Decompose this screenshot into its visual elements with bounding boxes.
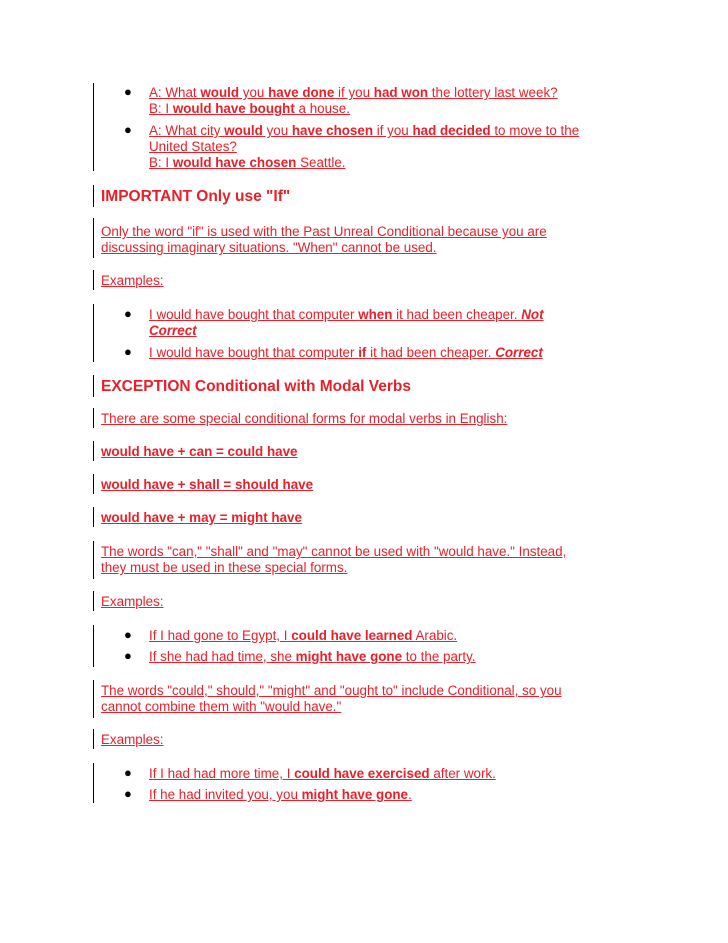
label-text: Examples: bbox=[101, 594, 164, 609]
list-item-answer bbox=[149, 155, 346, 171]
example-line: If she had had time, she might have gone to the party. bbox=[149, 649, 476, 664]
change-bar bbox=[93, 270, 94, 290]
paragraph-line: discussing imaginary situations. "When" cannot be used. bbox=[101, 240, 437, 255]
bullet-icon: ● bbox=[124, 122, 132, 137]
dialog-line: B: I would have bought a house. bbox=[149, 101, 350, 116]
list-item bbox=[149, 628, 457, 644]
paragraph-line: they must be used in these special forms. bbox=[101, 560, 348, 575]
change-bar bbox=[93, 591, 94, 611]
label-text: Examples: bbox=[101, 273, 164, 288]
change-bar bbox=[93, 375, 94, 397]
examples-label bbox=[101, 594, 164, 610]
formula bbox=[101, 477, 313, 493]
bullet-icon: ● bbox=[124, 306, 132, 321]
paragraph bbox=[101, 411, 507, 427]
paragraph-line: Only the word "if" is used with the Past Unreal Conditional because you are bbox=[101, 224, 547, 239]
formula-text: would have + may = might have bbox=[101, 510, 302, 525]
example-line: If I had gone to Egypt, I could have learned Arabic. bbox=[149, 628, 458, 643]
change-bar bbox=[93, 625, 94, 667]
paragraph bbox=[101, 699, 341, 715]
change-bar bbox=[93, 408, 94, 428]
list-item bbox=[149, 766, 496, 782]
dialog-line: B: I would have chosen Seattle. bbox=[149, 155, 346, 170]
bullet-icon: ● bbox=[124, 84, 132, 99]
change-bar bbox=[93, 729, 94, 749]
paragraph-line: cannot combine them with "would have." bbox=[101, 699, 342, 714]
paragraph-line: The words "can," "shall" and "may" cannot be used with "would have." Instead, bbox=[101, 544, 567, 559]
list-item bbox=[149, 307, 544, 323]
dialog-line: United States? bbox=[149, 139, 237, 154]
list-item bbox=[149, 345, 543, 361]
dialog-line: A: What would you have done if you had won the lottery last week? bbox=[149, 85, 558, 100]
formula bbox=[101, 510, 302, 526]
examples-label bbox=[101, 732, 164, 748]
change-bar bbox=[93, 83, 94, 171]
change-bar bbox=[93, 507, 94, 527]
paragraph-line: There are some special conditional forms for modal verbs in English: bbox=[101, 411, 508, 426]
change-bar bbox=[93, 541, 94, 579]
list-item-continued bbox=[149, 323, 197, 339]
change-bar bbox=[93, 441, 94, 461]
example-line: I would have bought that computer when it had been cheaper. Not bbox=[149, 307, 544, 322]
section-heading: IMPORTANT Only use "If" bbox=[101, 188, 291, 205]
list-item bbox=[149, 649, 476, 665]
list-item bbox=[149, 787, 412, 803]
change-bar bbox=[93, 474, 94, 494]
paragraph bbox=[101, 240, 437, 256]
paragraph bbox=[101, 683, 562, 699]
change-bar bbox=[93, 763, 94, 803]
example-line: Correct bbox=[149, 323, 197, 338]
dialog-line: A: What city would you have chosen if you had decided to move to the bbox=[149, 123, 580, 138]
bullet-icon: ● bbox=[124, 648, 132, 663]
example-line: If I had had more time, I could have exercised after work. bbox=[149, 766, 496, 781]
paragraph-line: The words "could," should," "might" and "ought to" include Conditional, so you bbox=[101, 683, 562, 698]
paragraph bbox=[101, 560, 347, 576]
list-item bbox=[149, 85, 558, 101]
section-heading: EXCEPTION Conditional with Modal Verbs bbox=[101, 378, 412, 395]
bullet-icon: ● bbox=[124, 627, 132, 642]
examples-label bbox=[101, 273, 164, 289]
label-text: Examples: bbox=[101, 732, 164, 747]
formula-text: would have + can = could have bbox=[101, 444, 298, 459]
change-bar bbox=[93, 218, 94, 258]
list-item-continued bbox=[149, 139, 237, 155]
change-bar bbox=[93, 680, 94, 718]
list-item bbox=[149, 123, 579, 139]
list-item-answer bbox=[149, 101, 350, 117]
bullet-icon: ● bbox=[124, 765, 132, 780]
example-line: I would have bought that computer if it had been cheaper. Correct bbox=[149, 345, 543, 360]
change-bar bbox=[93, 304, 94, 362]
bullet-icon: ● bbox=[124, 786, 132, 801]
paragraph bbox=[101, 544, 566, 560]
formula bbox=[101, 444, 297, 460]
example-line: If he had invited you, you might have gone. bbox=[149, 787, 412, 802]
bullet-icon: ● bbox=[124, 344, 132, 359]
paragraph bbox=[101, 224, 547, 240]
change-bar bbox=[93, 185, 94, 207]
formula-text: would have + shall = should have bbox=[101, 477, 314, 492]
